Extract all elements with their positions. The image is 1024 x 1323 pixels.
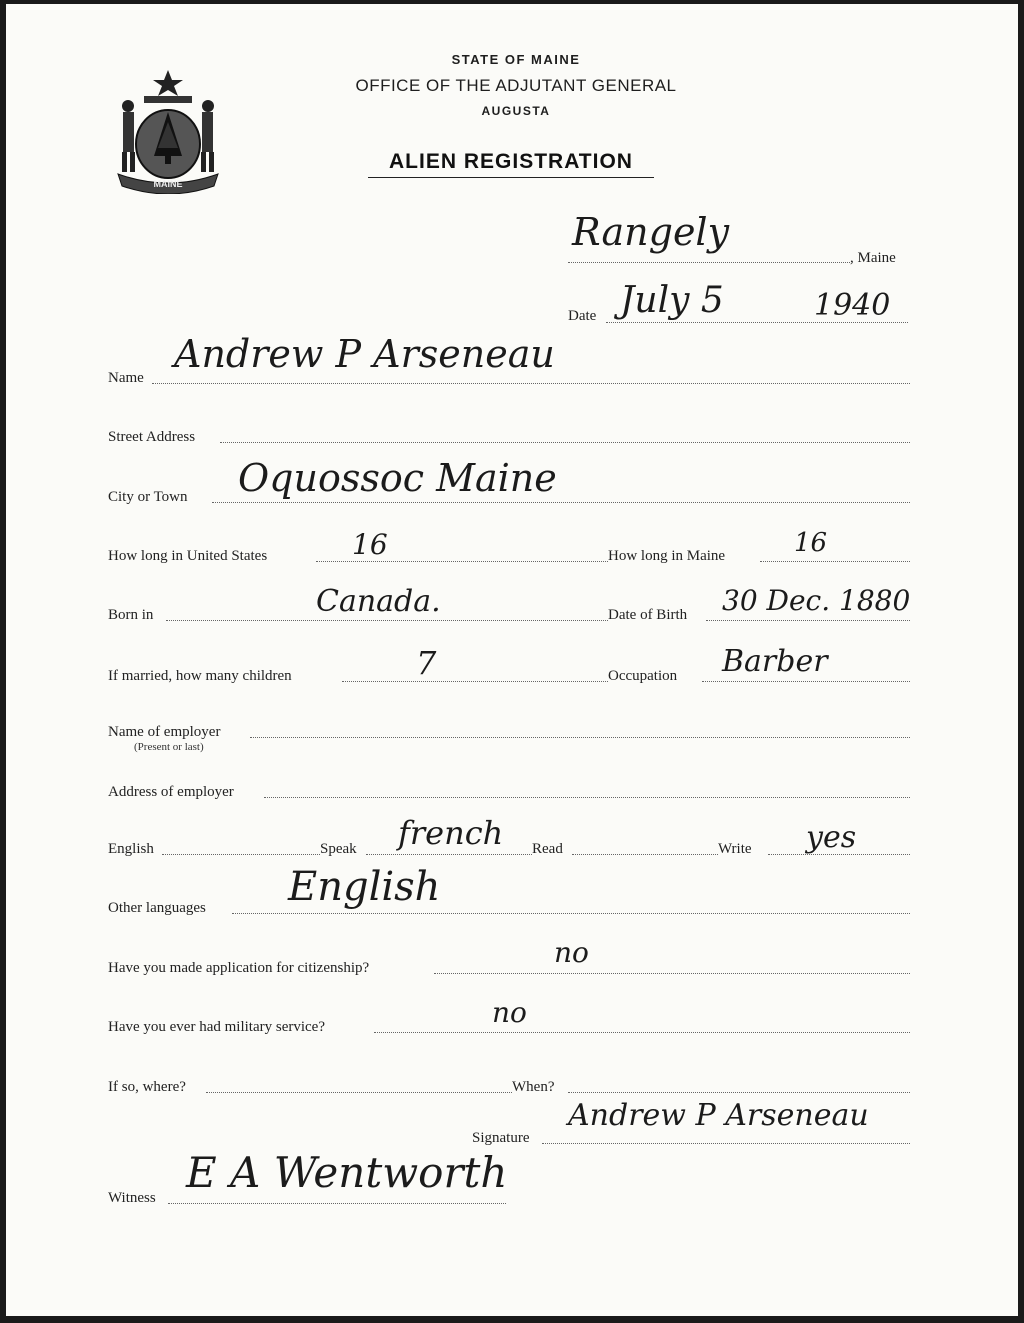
other-languages-value: English <box>288 864 441 910</box>
english-line <box>162 854 320 855</box>
long-maine-label: How long in Maine <box>608 548 726 564</box>
header-office: OFFICE OF THE ADJUTANT GENERAL <box>355 76 677 95</box>
employer-address-label: Address of employer <box>108 784 234 800</box>
read-line <box>572 854 718 855</box>
speak-label: Speak <box>320 841 357 857</box>
seal-banner-text: MAINE <box>153 179 183 189</box>
long-us-value: 16 <box>352 528 388 561</box>
header-state: STATE OF MAINE <box>451 52 581 67</box>
witness-value: E A Wentworth <box>186 1148 508 1197</box>
signature-label: Signature <box>472 1130 530 1146</box>
write-value: yes <box>806 820 857 855</box>
occupation-label: Occupation <box>608 668 678 684</box>
form-title: ALIEN REGISTRATION <box>368 150 654 178</box>
dob-line <box>706 620 910 621</box>
where-label: If so, where? <box>108 1079 186 1095</box>
long-us-label: How long in United States <box>108 548 268 564</box>
english-label: English <box>108 841 154 857</box>
signature-value: Andrew P Arseneau <box>568 1098 869 1133</box>
employer-line <box>250 737 910 738</box>
employer-note: (Present or last) <box>134 741 204 753</box>
long-maine-line <box>760 561 910 562</box>
signature-line <box>542 1143 910 1144</box>
write-label: Write <box>718 841 752 857</box>
date-year: 1940 <box>814 288 891 323</box>
city-value: Oquossoc Maine <box>238 456 557 500</box>
born-value: Canada. <box>316 584 441 619</box>
military-label: Have you ever had military service? <box>108 1019 325 1035</box>
header-city: AUGUSTA <box>481 104 551 118</box>
born-line <box>166 620 608 621</box>
employer-address-line <box>264 797 910 798</box>
place-suffix: , Maine <box>850 250 896 266</box>
speak-line <box>366 854 532 855</box>
dob-value: 30 Dec. 1880 <box>722 584 911 617</box>
name-line <box>152 383 910 384</box>
date-label: Date <box>568 308 597 324</box>
maine-state-seal-icon <box>114 66 222 194</box>
place-value: Rangely <box>572 210 730 254</box>
military-value: no <box>492 996 527 1029</box>
military-line <box>374 1032 910 1033</box>
when-label: When? <box>512 1079 555 1095</box>
where-line <box>206 1092 512 1093</box>
registration-form <box>6 4 1018 1316</box>
long-maine-value: 16 <box>794 528 828 558</box>
witness-label: Witness <box>108 1190 156 1206</box>
children-label: If married, how many children <box>108 668 292 684</box>
citizenship-line <box>434 973 910 974</box>
citizenship-label: Have you made application for citizenship? <box>108 960 370 976</box>
city-line <box>212 502 910 503</box>
speak-value: french <box>398 814 504 852</box>
name-label: Name <box>108 370 144 386</box>
occupation-value: Barber <box>722 644 828 679</box>
witness-line <box>168 1203 506 1204</box>
employer-label: Name of employer <box>108 724 221 740</box>
street-label: Street Address <box>108 429 196 445</box>
street-line <box>220 442 910 443</box>
city-label: City or Town <box>108 489 188 505</box>
place-line <box>568 262 850 263</box>
children-value: 7 <box>416 644 437 682</box>
children-line <box>342 681 608 682</box>
other-languages-line <box>232 913 910 914</box>
citizenship-value: no <box>554 936 589 969</box>
name-value: Andrew P Arseneau <box>174 332 555 376</box>
date-value: July 5 <box>620 280 724 321</box>
dob-label: Date of Birth <box>608 607 688 623</box>
occupation-line <box>702 681 910 682</box>
read-label: Read <box>532 841 563 857</box>
born-label: Born in <box>108 607 154 623</box>
other-languages-label: Other languages <box>108 900 206 916</box>
long-us-line <box>316 561 608 562</box>
when-line <box>568 1092 910 1093</box>
